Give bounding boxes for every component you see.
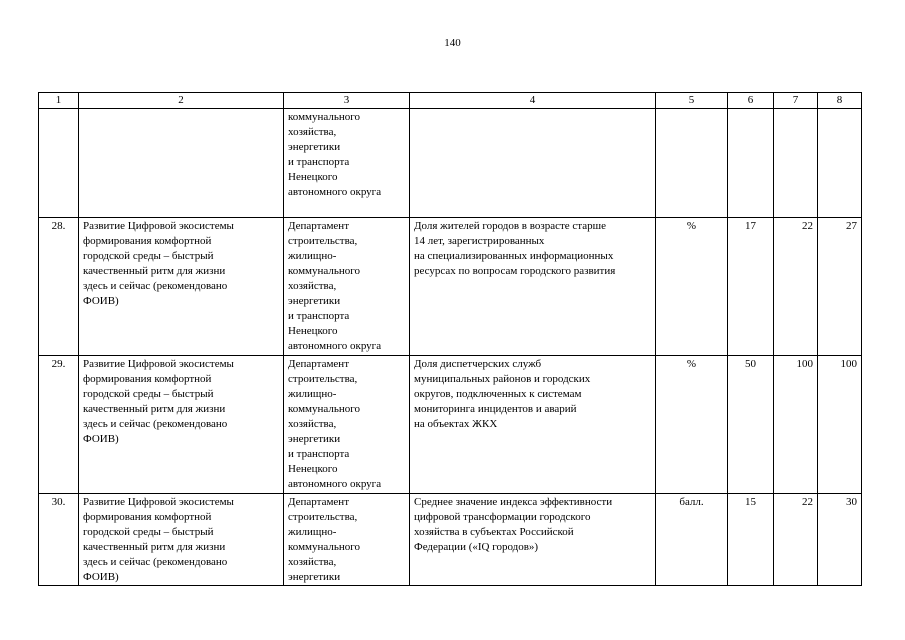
responsible-department-line: Ненецкого (288, 171, 338, 183)
column-header: 4 (410, 93, 656, 109)
column-header: 6 (728, 93, 774, 109)
responsible-department (284, 109, 410, 218)
responsible-department-line: хозяйства, (288, 418, 337, 430)
value-col7: 22 (774, 218, 818, 356)
page-number: 140 (444, 37, 461, 49)
responsible-department-line: и транспорта (288, 448, 350, 460)
responsible-department-line: автономного округа (288, 478, 382, 490)
table-header-row (39, 93, 862, 109)
responsible-department-line: коммунального (288, 403, 360, 415)
value-col8: 30 (818, 494, 862, 586)
row-number: 29. (39, 356, 79, 494)
responsible-department-line: жилищно- (288, 388, 337, 400)
column-header: 2 (79, 93, 284, 109)
indicator-name-line: на специализированных информационных (414, 250, 614, 262)
value-col8: 100 (818, 356, 862, 494)
project-name-line: качественный ритм для жизни (83, 403, 226, 415)
indicator-name (410, 356, 656, 494)
column-header: 5 (656, 93, 728, 109)
table-row (39, 218, 862, 356)
responsible-department (284, 218, 410, 356)
unit-of-measure: % (656, 218, 728, 356)
value-col7: 100 (774, 356, 818, 494)
responsible-department-line: энергетики (288, 295, 341, 307)
responsible-department-line: Департамент (288, 220, 350, 232)
indicator-name-line: на объектах ЖКХ (414, 418, 498, 430)
value-col8 (818, 109, 862, 218)
responsible-department-line: хозяйства, (288, 280, 337, 292)
value-col6 (728, 109, 774, 218)
value-col6: 17 (728, 218, 774, 356)
indicators-table (38, 92, 862, 586)
indicator-name-line: муниципальных районов и городских (414, 373, 591, 385)
row-number (39, 109, 79, 218)
responsible-department (284, 494, 410, 586)
project-name-line: городской среды – быстрый (83, 388, 214, 400)
project-name-line: здесь и сейчас (рекомендовано (83, 280, 228, 292)
column-header: 3 (284, 93, 410, 109)
indicator-name-line: хозяйства в субъектах Российской (414, 526, 574, 538)
project-name-line: формирования комфортной (83, 235, 212, 247)
row-number: 28. (39, 218, 79, 356)
responsible-department (284, 356, 410, 494)
project-name-line: ФОИВ) (83, 433, 119, 445)
value-col7 (774, 109, 818, 218)
indicator-name-line: ресурсах по вопросам городского развития (414, 265, 616, 277)
responsible-department-line: хозяйства, (288, 556, 337, 568)
value-col6: 50 (728, 356, 774, 494)
project-name (79, 494, 284, 586)
project-name-line: ФОИВ) (83, 295, 119, 307)
table-row (39, 494, 862, 586)
row-number: 30. (39, 494, 79, 586)
project-name-line: городской среды – быстрый (83, 526, 214, 538)
responsible-department-line: строительства, (288, 511, 358, 523)
value-col7: 22 (774, 494, 818, 586)
responsible-department-line: и транспорта (288, 310, 350, 322)
unit-of-measure: балл. (656, 494, 728, 586)
project-name-line: Развитие Цифровой экосистемы (83, 220, 234, 232)
responsible-department-line: Департамент (288, 358, 350, 370)
indicator-name (410, 494, 656, 586)
indicator-name-line: 14 лет, зарегистрированных (414, 235, 545, 247)
responsible-department-line: и транспорта (288, 156, 350, 168)
indicator-name-line: Доля диспетчерских служб (414, 358, 542, 370)
responsible-department-line: коммунального (288, 265, 360, 277)
responsible-department-line: Департамент (288, 496, 350, 508)
project-name (79, 218, 284, 356)
project-name-line: качественный ритм для жизни (83, 541, 226, 553)
project-name-line: ФОИВ) (83, 571, 119, 583)
responsible-department-line: коммунального (288, 111, 360, 123)
column-header: 1 (39, 93, 79, 109)
project-name-line: здесь и сейчас (рекомендовано (83, 556, 228, 568)
responsible-department-line: автономного округа (288, 186, 382, 198)
project-name-line: формирования комфортной (83, 373, 212, 385)
responsible-department-line: автономного округа (288, 340, 382, 352)
responsible-department-line: энергетики (288, 141, 341, 153)
unit-of-measure: % (656, 356, 728, 494)
indicator-name (410, 109, 656, 218)
table-row (39, 109, 862, 218)
indicator-name-line: Среднее значение индекса эффективности (414, 496, 613, 508)
responsible-department-line: строительства, (288, 373, 358, 385)
responsible-department-line: жилищно- (288, 250, 337, 262)
indicator-name-line: Доля жителей городов в возрасте старше (414, 220, 606, 232)
column-header: 7 (774, 93, 818, 109)
indicator-name-line: цифровой трансформации городского (414, 511, 591, 523)
project-name-line: городской среды – быстрый (83, 250, 214, 262)
responsible-department-line: Ненецкого (288, 325, 338, 337)
unit-of-measure (656, 109, 728, 218)
project-name (79, 356, 284, 494)
responsible-department-line: Ненецкого (288, 463, 338, 475)
project-name-line: формирования комфортной (83, 511, 212, 523)
indicator-name-line: Федерации («IQ городов») (414, 541, 539, 553)
indicator-name (410, 218, 656, 356)
indicator-name-line: округов, подключенных к системам (414, 388, 582, 400)
responsible-department-line: строительства, (288, 235, 358, 247)
value-col8: 27 (818, 218, 862, 356)
project-name-line: здесь и сейчас (рекомендовано (83, 418, 228, 430)
table-row (39, 356, 862, 494)
project-name-line: Развитие Цифровой экосистемы (83, 358, 234, 370)
responsible-department-line: хозяйства, (288, 126, 337, 138)
value-col6: 15 (728, 494, 774, 586)
responsible-department-line: коммунального (288, 541, 360, 553)
responsible-department-line: жилищно- (288, 526, 337, 538)
column-header: 8 (818, 93, 862, 109)
project-name-line: качественный ритм для жизни (83, 265, 226, 277)
indicator-name-line: мониторинга инцидентов и аварий (414, 403, 577, 415)
project-name-line: Развитие Цифровой экосистемы (83, 496, 234, 508)
responsible-department-line: энергетики (288, 433, 341, 445)
project-name (79, 109, 284, 218)
responsible-department-line: энергетики (288, 571, 341, 583)
